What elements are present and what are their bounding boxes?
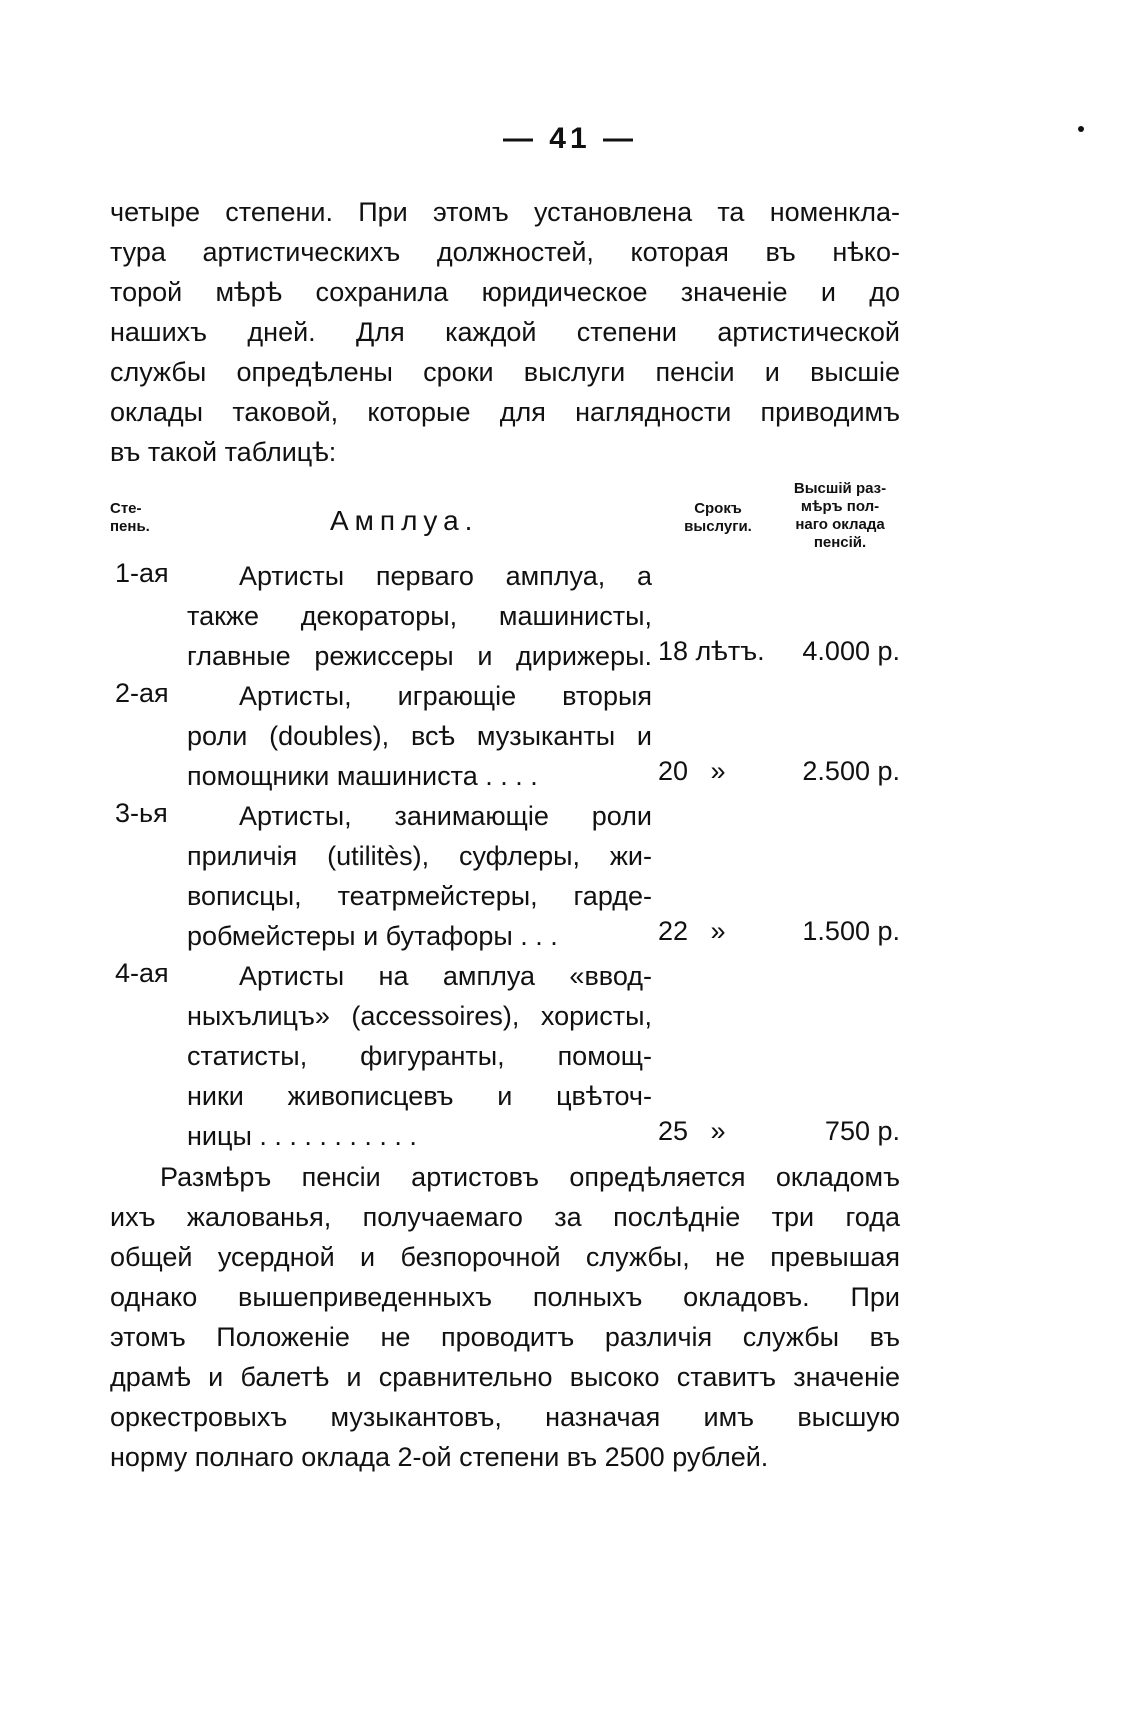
- row-step: 3-ья: [115, 798, 168, 828]
- desc-line: приличiя (utilitès), суфлеры, жи-: [187, 841, 652, 871]
- text-line: однако вышеприведенныхъ полныхъ окладовъ. При: [110, 1282, 900, 1312]
- row-description: [187, 796, 652, 956]
- ink-speck: [1078, 126, 1084, 132]
- row-term: 25 »: [658, 1116, 726, 1146]
- row-max-pension: 2.500 р.: [802, 756, 900, 786]
- desc-line: вописцы, театрмейстеры, гарде-: [187, 881, 652, 911]
- row-max-pension: 750 р.: [824, 1116, 900, 1146]
- header-amplua: Амплуа.: [330, 505, 479, 536]
- desc-line: также декораторы, машинисты,: [187, 601, 652, 631]
- row-step: 1-ая: [115, 558, 169, 588]
- row-max-pension: 4.000 р.: [802, 636, 900, 666]
- text-line: Размѣръ пенсiи артистовъ опредѣляется окладомъ: [160, 1162, 900, 1192]
- desc-line: Артисты, занимающiе роли: [239, 801, 652, 831]
- page-number: — 41 —: [502, 122, 638, 155]
- text-line: норму полнаго оклада 2-ой степени въ 2500 рублей.: [110, 1442, 769, 1472]
- desc-line: помощники машиниста . . . .: [187, 761, 538, 791]
- row-term: 22 »: [658, 916, 726, 946]
- text-line: службы опредѣлены сроки выслуги пенсiи и высшiе: [110, 357, 900, 387]
- desc-line: статисты, фигуранты, помощ-: [187, 1041, 652, 1071]
- row-description: [187, 956, 652, 1156]
- text-line: ихъ жалованья, получаемаго за послѣднiе три года: [110, 1202, 900, 1232]
- text-line: четыре степени. При этомъ установлена та номенкла-: [110, 197, 900, 227]
- text-line: оклады таковой, которые для наглядности приводимъ: [110, 397, 900, 427]
- row-max-pension: 1.500 р.: [802, 916, 900, 946]
- text-line: общей усердной и безпорочной службы, не превышая: [110, 1242, 900, 1272]
- desc-line: Артисты перваго амплуа, а: [239, 561, 652, 591]
- row-description: [187, 676, 652, 796]
- desc-line: Артисты на амплуа «ввод-: [239, 961, 652, 991]
- row-term: 20 »: [658, 756, 726, 786]
- text-line: этомъ Положенiе не проводитъ различiя службы въ: [110, 1322, 900, 1352]
- text-line: въ такой таблицѣ:: [110, 437, 337, 467]
- desc-line: Артисты, играющiе вторыя: [239, 681, 652, 711]
- header-max-pension: Высшiй раз- мѣръ пол- наго оклада пенсiй.: [793, 480, 887, 551]
- header-step: Сте- пень.: [110, 500, 150, 535]
- desc-line: главные режиссеры и дирижеры.: [187, 641, 652, 671]
- desc-line: робмейстеры и бутафоры . . .: [187, 921, 558, 951]
- row-term: 18 лѣтъ.: [658, 636, 765, 666]
- row-step: 4-ая: [115, 958, 169, 988]
- text-line: оркестровыхъ музыкантовъ, назначая имъ высшую: [110, 1402, 900, 1432]
- desc-line: ныхълицъ» (accessoires), хористы,: [187, 1001, 652, 1031]
- intro-paragraph: [110, 192, 900, 472]
- desc-line: ники живописцевъ и цвѣточ-: [187, 1081, 652, 1111]
- desc-line: роли (doubles), всѣ музыканты и: [187, 721, 652, 751]
- text-line: нашихъ дней. Для каждой степени артистической: [110, 317, 900, 347]
- text-line: тура артистическихъ должностей, которая въ нѣко-: [110, 237, 900, 267]
- outro-paragraph: [110, 1157, 900, 1477]
- row-step: 2-ая: [115, 678, 169, 708]
- row-description: [187, 556, 652, 676]
- text-line: торой мѣрѣ сохранила юридическое значенiе и до: [110, 277, 900, 307]
- text-line: драмѣ и балетѣ и сравнительно высоко ставитъ значенiе: [110, 1362, 900, 1392]
- desc-line: ницы . . . . . . . . . . .: [187, 1121, 417, 1151]
- header-term: Срокъ выслуги.: [684, 500, 752, 535]
